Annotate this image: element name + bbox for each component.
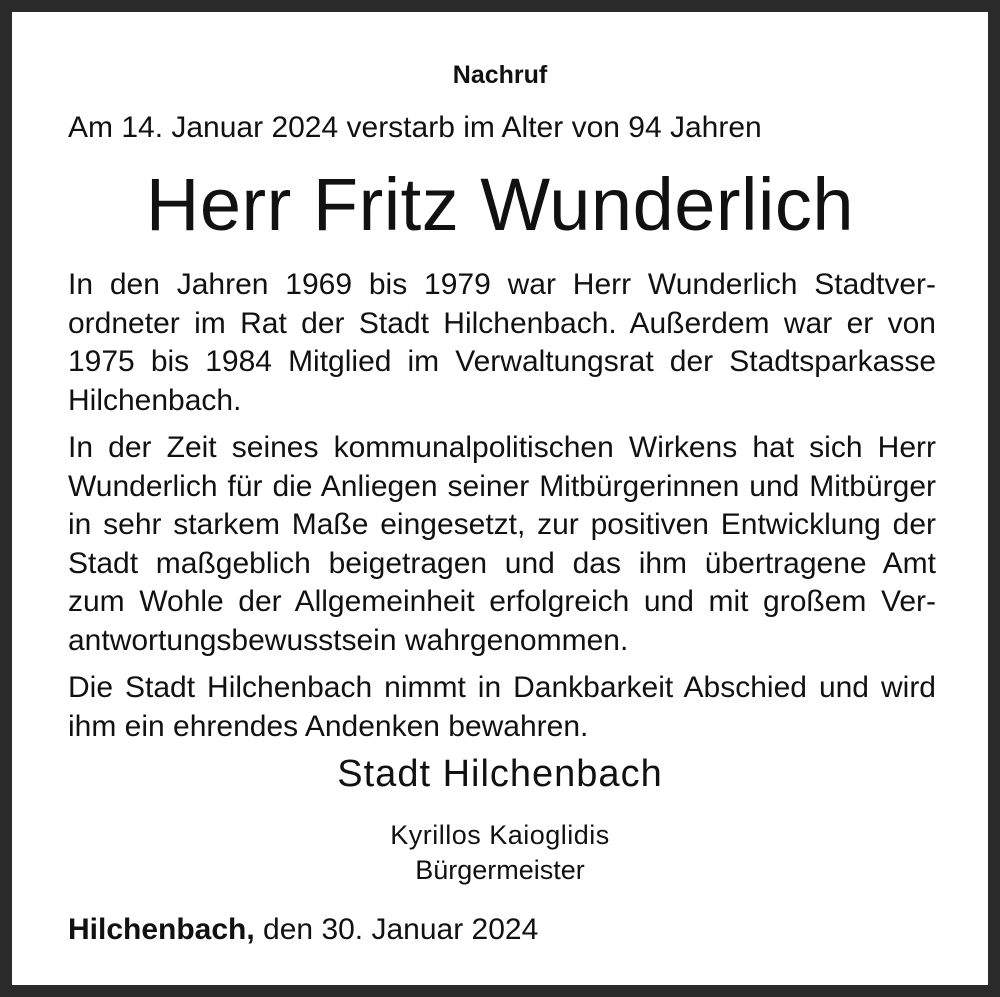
body-line: 1975 bis 1984 Mitglied im Verwaltungsrat der Stadtsparkasse [68,345,936,378]
paragraph-farewell [68,669,936,746]
paragraph-career [68,266,936,420]
date-text: den 30. Januar 2024 [254,913,539,946]
body-line: antwortungsbewusstsein wahrgenommen. [68,623,629,657]
place-name: Hilchenbach, [68,913,255,946]
body-line: Wunderlich für die Anliegen seiner Mitbürgerinnen und Mitbürger [68,469,936,503]
body-line: in sehr starkem Maße eingesetzt, zur positiven Entwicklung der [68,508,936,541]
notice-heading: Nachruf [452,61,548,89]
obituary-notice [12,12,988,985]
body-line: Die Stadt Hilchenbach nimmt in Dankbarkeit Abschied und wird [68,671,936,704]
organization-name: Stadt Hilchenbach [337,753,663,795]
deceased-name: Herr Fritz Wunderlich [145,163,855,246]
body-line: In der Zeit seines kommunalpolitischen Wirkens hat sich Herr [68,431,936,464]
place-date-line [68,912,538,948]
intro-line: Am 14. Januar 2024 verstarb im Alter von 94 Jahren [68,111,762,144]
signatory-name: Kyrillos Kaioglidis [390,820,610,850]
notice-body [68,266,936,755]
body-line: ordneter im Rat der Stadt Hilchenbach. Außerdem war er von [68,306,936,340]
paragraph-merits [68,429,936,660]
body-line: Stadt maßgeblich beigetragen und das ihm übertragene Amt [68,546,936,580]
body-line: Hilchenbach. [68,383,242,417]
body-line: ihm ein ehrendes Andenken bewahren. [68,709,589,743]
body-line: zum Wohle der Allgemeinheit erfolgreich und mit großem Ver- [68,585,936,618]
signatory-title: Bürgermeister [415,855,585,885]
body-line: In den Jahren 1969 bis 1979 war Herr Wunderlich Stadtver- [68,268,936,301]
